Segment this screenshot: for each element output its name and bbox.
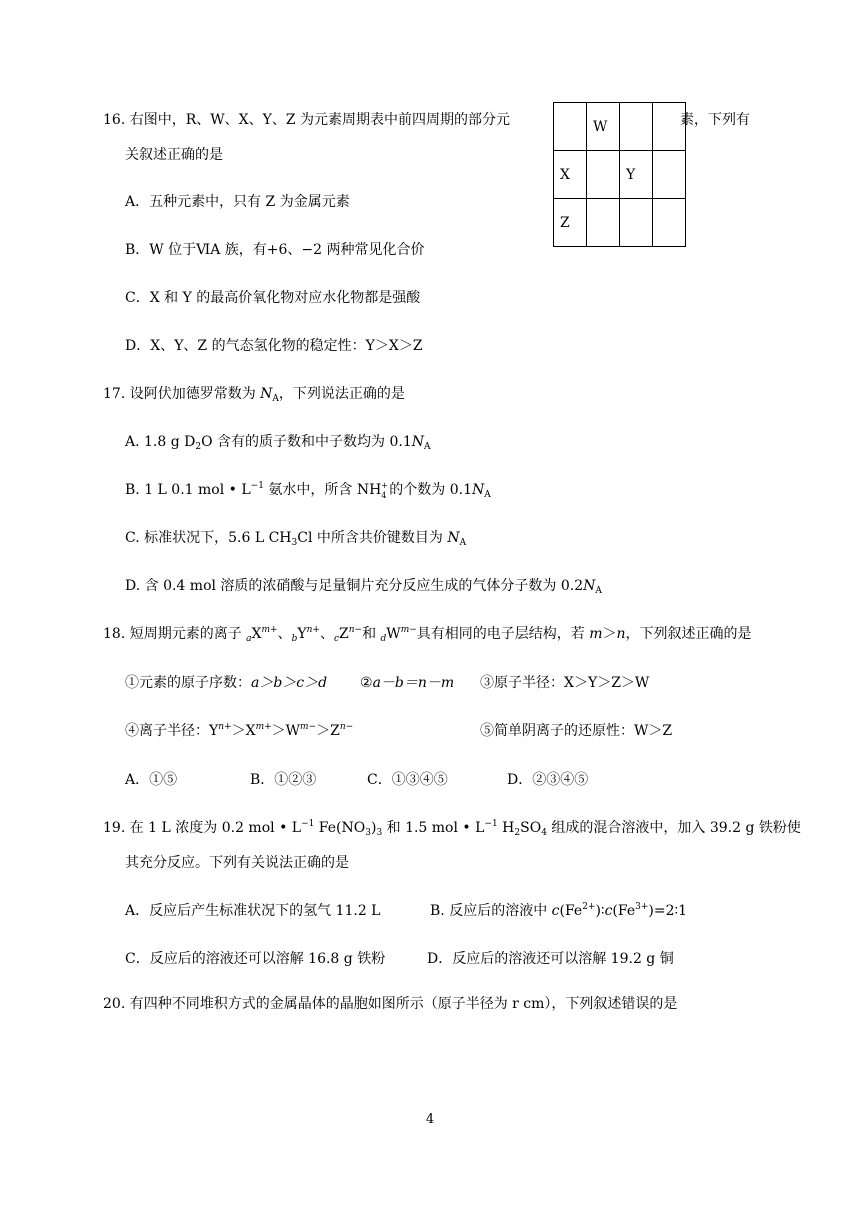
pt-cell	[554, 103, 587, 151]
q17-option-b: B. 1 L 0.1 mol • $L^{-1}$ 氨水中，所含 NH + 4 的个数为 $0.1N_A$	[125, 481, 491, 500]
q19-option-c: C．反应后的溶液还可以溶解 16.8 g 铁粉	[125, 951, 386, 967]
pt-cell-x: X	[554, 151, 587, 199]
q18-statement-1: ①元素的原子序数：a＞b＞c＞d	[125, 675, 328, 691]
q18-option-b: B．①②③	[250, 772, 317, 788]
pt-cell-y: Y	[620, 151, 653, 199]
pt-cell	[653, 199, 686, 247]
pt-cell	[587, 199, 620, 247]
q18-option-c: C．①③④⑤	[367, 772, 448, 788]
q17-stem: 17. 设阿伏加德罗常数为 $N_A$，下列说法正确的是	[103, 386, 405, 404]
pt-cell	[620, 199, 653, 247]
q16-option-a: A．五种元素中，只有 Z 为金属元素	[125, 194, 350, 210]
pt-cell	[587, 151, 620, 199]
pt-cell	[653, 103, 686, 151]
q16-option-c: C．X 和 Y 的最高价氧化物对应水化物都是强酸	[125, 290, 421, 306]
page-number: 4	[425, 1112, 435, 1127]
pt-cell-z: Z	[554, 199, 587, 247]
q19-option-d: D．反应后的溶液还可以溶解 19.2 g 铜	[427, 951, 674, 967]
q18-option-d: D．②③④⑤	[507, 772, 589, 788]
q18-statement-4: ④离子半径：$Y^{n+}>X^{m+}>W^{m-}>Z^{n-}$	[125, 722, 354, 739]
pt-cell-w: W	[587, 103, 620, 151]
q19-stem-line2: 其充分反应。下列有关说法正确的是	[125, 855, 349, 871]
q16-stem-line1: 16. 右图中，R、W、X、Y、Z 为元素周期表中前四周期的部分元	[103, 112, 511, 128]
q16-stem-tail: 素，下列有	[680, 112, 750, 128]
q18-statement-2: ②a－b＝n－m	[360, 675, 455, 691]
q20-stem: 20. 有四种不同堆积方式的金属晶体的晶胞如图所示（原子半径为 r cm），下列叙述错误的是	[103, 996, 678, 1012]
q18-option-a: A．①⑤	[125, 772, 178, 788]
q17-option-a: A. 1.8 g $D_2O$ 含有的质子数和中子数均为 $0.1N_A$	[125, 434, 431, 452]
q17-option-c: C. 标准状况下，5.6 L $CH_3Cl$ 中所含共价键数目为 $N_A$	[125, 530, 467, 548]
pt-cell	[653, 151, 686, 199]
q19-option-b: B. 反应后的溶液中 $c(Fe^{2+})∶c(Fe^{3+})=2∶1$	[430, 902, 688, 919]
q16-option-d: D．X、Y、Z 的气态氢化物的稳定性：Y＞X＞Z	[125, 338, 423, 354]
ammonium-charge: + 4	[381, 481, 388, 500]
q19-stem-line1: 19. 在 1 L 浓度为 0.2 mol • $L^{-1}$ $Fe(NO_3)_3$ 和 1.5 mol • $L^{-1}$ $H_2SO_4$ 组成的混合溶液中，加入 39.2 g 铁粉使	[103, 819, 801, 838]
q19-option-a: A．反应后产生标准状况下的氢气 11.2 L	[125, 903, 381, 919]
periodic-table-fragment	[553, 102, 686, 247]
q17-option-d: D. 含 0.4 mol 溶质的浓硝酸与足量铜片充分反应生成的气体分子数为 $0.2N_A$	[125, 578, 602, 596]
q18-stem: 18. 短周期元素的离子 $_aX^{m+}$、$_bY^{n+}$、$_cZ^{n-}$和 $_dW^{m-}$具有相同的电子层结构，若 m＞n，下列叙述正确的是	[103, 625, 752, 644]
pt-cell	[620, 103, 653, 151]
q16-option-b: B．W 位于ⅥA 族，有+6、−2 两种常见化合价	[125, 242, 425, 258]
q18-statement-3: ③原子半径：X＞Y＞Z＞W	[480, 675, 650, 691]
q18-statement-5: ⑤简单阴离子的还原性：W＞Z	[480, 723, 673, 739]
q16-stem-line2: 关叙述正确的是	[125, 147, 223, 163]
